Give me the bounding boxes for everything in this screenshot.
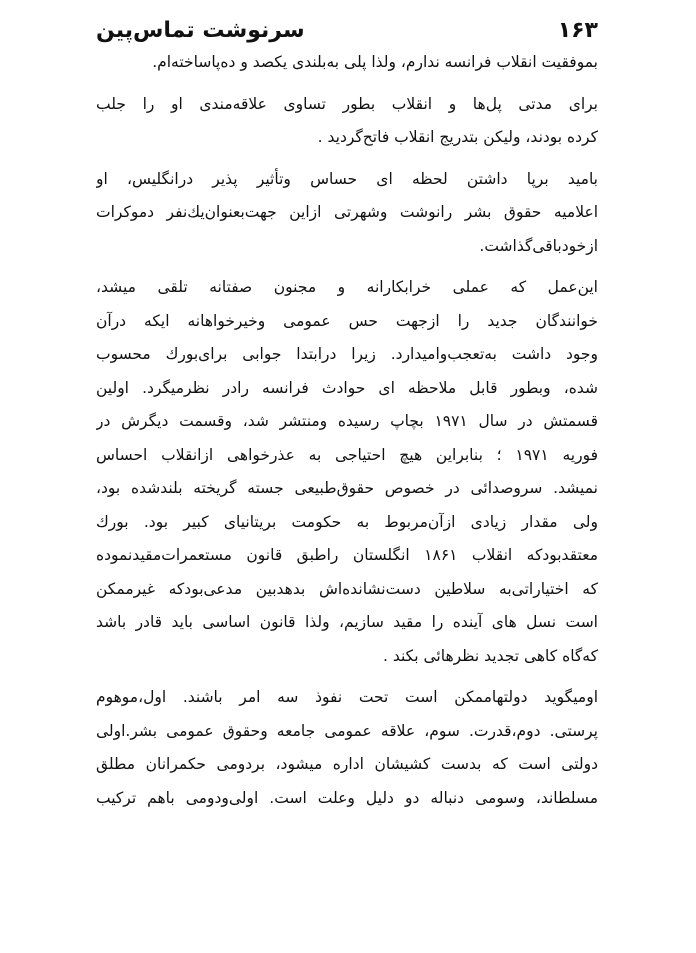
text-line: که‌گاه کاهی تجدید نظرهائی بکند . <box>383 646 598 665</box>
text-line: دولتی است که بدست کشیشان اداره میشود، بردومی حکمرانان مطلق <box>96 755 598 773</box>
text-line: این‌عمل که عملی خرابکارانه و مجنون صفتانه تلقی میشد، <box>96 278 598 296</box>
text-line: شده، وبطور قابل ملاحظه ای حوادث فرانسه رادر نظرمیگرد. اولین <box>96 378 598 397</box>
paragraph <box>96 163 598 264</box>
text-line: اومیگوید دولتهاممکن است تحت نفوذ سه امر باشند. اول،موهوم <box>96 688 598 706</box>
page-number: ۱۶۳ <box>557 17 598 43</box>
text-line: قسمتش در سال ۱۹۷۱ بچاپ رسیده ومنتشر شد، وقسمت دیگرش در <box>96 412 598 430</box>
text-line: فوریه ۱۹۷۱ ؛ بنابراین هیچ احتیاجی به عذرخواهی ازانقلاب احساس <box>96 445 598 464</box>
text-line: ولی مقدار زیادی ازآن‌مربوط به حکومت بریتانیای کبیر بود. بورك <box>96 512 598 531</box>
text-line: معتقدبودکه انقلاب ۱۸۶۱ انگلستان راطبق قانون مستعمرات‌مقیدنموده <box>96 546 598 564</box>
page-header <box>96 14 598 46</box>
text-line: اعلامیه حقوق بشر رانوشت وشهرتی ازاین جهت‌بعنوان‌یك‌نفر دموکرات <box>96 203 598 221</box>
paragraph <box>96 271 598 673</box>
text-line: خوانندگان جدید را ازجهت حس عمومی وخیرخواهانه ایکه درآن <box>96 311 598 330</box>
text-line: ازخودباقی‌گذاشت. <box>479 236 598 255</box>
text-line: پرستی. دوم،قدرت. سوم، علاقه عمومی جامعه وحقوق عمومی بشر.اولی <box>96 721 598 740</box>
paragraph <box>96 681 598 815</box>
text-line: مسلطاند، وسومی دنباله دو دلیل وعلت است. اولی‌ودومی باهم ترکیب <box>96 788 598 807</box>
text-line: بموفقیت انقلاب فرانسه ندارم، ولذا پلی به‌بلندی یکصد و ده‌پاساخته‌ام. <box>152 53 598 71</box>
text-line: نمیشد. سروصدائی در خصوص حقوق‌طبیعی جسته گریخته بلندشده بود، <box>96 479 598 497</box>
paragraph <box>96 88 598 155</box>
text-line: بامید برپا داشتن لحظه ای حساس وتأثیر پذیر درانگلیس، او <box>96 169 598 188</box>
body-text <box>96 46 598 815</box>
text-line: برای مدتی پل‌ها و انقلاب بطور تساوی علاقه‌مندی او را جلب <box>96 94 598 113</box>
text-line: وجود داشت به‌تعجب‌وامیدارد. زیرا درابتدا جوابی برای‌بورك محسوب <box>96 345 598 363</box>
text-line: است نسل های آینده را مقید سازیم، ولذا قانون اساسی باید قادر باشد <box>96 613 598 631</box>
text-line: که اختیاراتی‌به سلاطین دست‌نشانده‌اش بدهدبین مدعی‌بودکه غیرممکن <box>96 579 598 598</box>
paragraph <box>96 46 598 80</box>
running-title: سرنوشت تماس‌پین <box>96 17 305 43</box>
text-line: کرده بودند، ولیکن بتدریج انقلاب فاتح‌گردید . <box>317 128 598 146</box>
